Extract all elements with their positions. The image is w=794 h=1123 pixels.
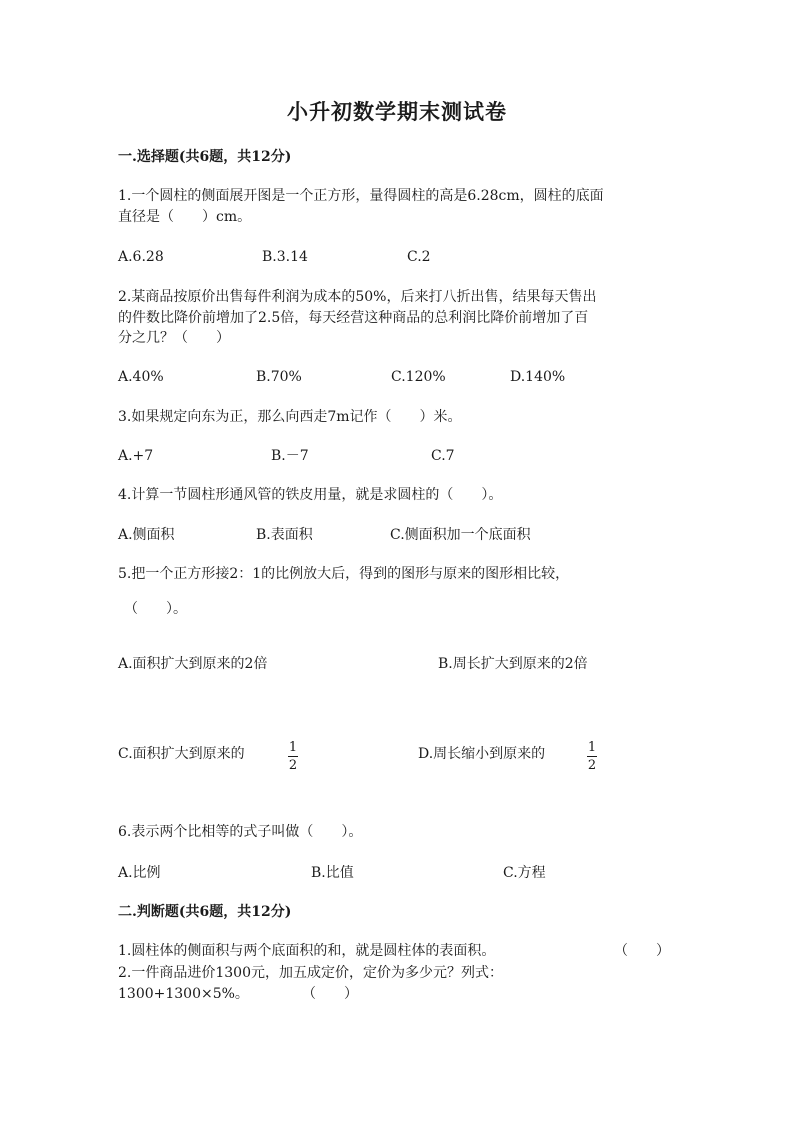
q6-option-b[interactable]: B.比值 [311, 865, 354, 881]
q2-text-line2: 的件数比降价前增加了2.5倍，每天经营这种商品的总利润比降价前增加了百 [118, 310, 589, 326]
q5-option-d[interactable]: D.周长缩小到原来的 [418, 746, 546, 762]
q4-option-c[interactable]: C.侧面积加一个底面积 [390, 527, 531, 543]
fraction-numerator: 1 [587, 740, 597, 755]
q6-option-c[interactable]: C.方程 [503, 865, 546, 881]
q1-text-line1: 1.一个圆柱的侧面展开图是一个正方形，量得圆柱的高是6.28cm，圆柱的底面 [118, 188, 604, 204]
fraction-bar [587, 756, 597, 757]
j1-text: 1.圆柱体的侧面积与两个底面积的和，就是圆柱体的表面积。 [118, 943, 496, 959]
q1-option-a[interactable]: A.6.28 [118, 249, 164, 265]
q1-option-b[interactable]: B.3.14 [262, 249, 308, 265]
q5-option-c[interactable]: C.面积扩大到原来的 [118, 746, 245, 762]
q5-text-line2: （ ）。 [124, 601, 187, 617]
q1-text-line2: 直径是（ ）cm。 [118, 209, 252, 225]
q5-option-b[interactable]: B.周长扩大到原来的2倍 [438, 656, 588, 672]
j1-answer-blank[interactable]: （ ） [614, 943, 670, 959]
q3-option-a[interactable]: A.+7 [118, 448, 154, 464]
q5-option-a[interactable]: A.面积扩大到原来的2倍 [118, 656, 268, 672]
q3-text-line1: 3.如果规定向东为正，那么向西走7m记作（ ）米。 [118, 409, 462, 425]
q2-text-line3: 分之几？（ ） [118, 330, 230, 346]
q4-option-a[interactable]: A.侧面积 [118, 527, 175, 543]
q3-option-c[interactable]: C.7 [431, 448, 455, 464]
q6-option-a[interactable]: A.比例 [118, 865, 161, 881]
q4-text-line1: 4.计算一节圆柱形通风管的铁皮用量，就是求圆柱的（ ）。 [118, 487, 503, 503]
q2-option-b[interactable]: B.70% [256, 369, 302, 385]
q6-text-line1: 6.表示两个比相等的式子叫做（ ）。 [118, 824, 363, 840]
q5-option-c-fraction [288, 740, 298, 773]
j2-text-line1: 2.一件商品进价1300元，加五成定价，定价为多少元？列式： [118, 965, 503, 981]
j2-text-line2: 1300+1300×5%。 [118, 986, 249, 1002]
page-title: 小升初数学期末测试卷 [287, 99, 507, 124]
fraction-denominator: 2 [288, 758, 298, 773]
q2-option-a[interactable]: A.40% [118, 369, 164, 385]
section-heading-judgement: 二.判断题(共6题，共12分) [118, 904, 292, 920]
q1-option-c[interactable]: C.2 [407, 249, 431, 265]
q2-text-line1: 2.某商品按原价出售每件利润为成本的50%，后来打八折出售，结果每天售出 [118, 289, 597, 305]
q2-option-d[interactable]: D.140% [510, 369, 566, 385]
fraction-denominator: 2 [587, 758, 597, 773]
fraction-numerator: 1 [288, 740, 298, 755]
q2-option-c[interactable]: C.120% [391, 369, 446, 385]
section-heading-choice: 一.选择题(共6题，共12分) [118, 149, 292, 165]
q3-option-b[interactable]: B.－7 [271, 448, 309, 464]
fraction-bar [288, 756, 298, 757]
q4-option-b[interactable]: B.表面积 [256, 527, 313, 543]
j2-answer-blank[interactable]: （ ） [302, 986, 358, 1002]
q5-text-line1: 5.把一个正方形接2：1的比例放大后，得到的图形与原来的图形相比较， [118, 566, 570, 582]
q5-option-d-fraction [587, 740, 597, 773]
